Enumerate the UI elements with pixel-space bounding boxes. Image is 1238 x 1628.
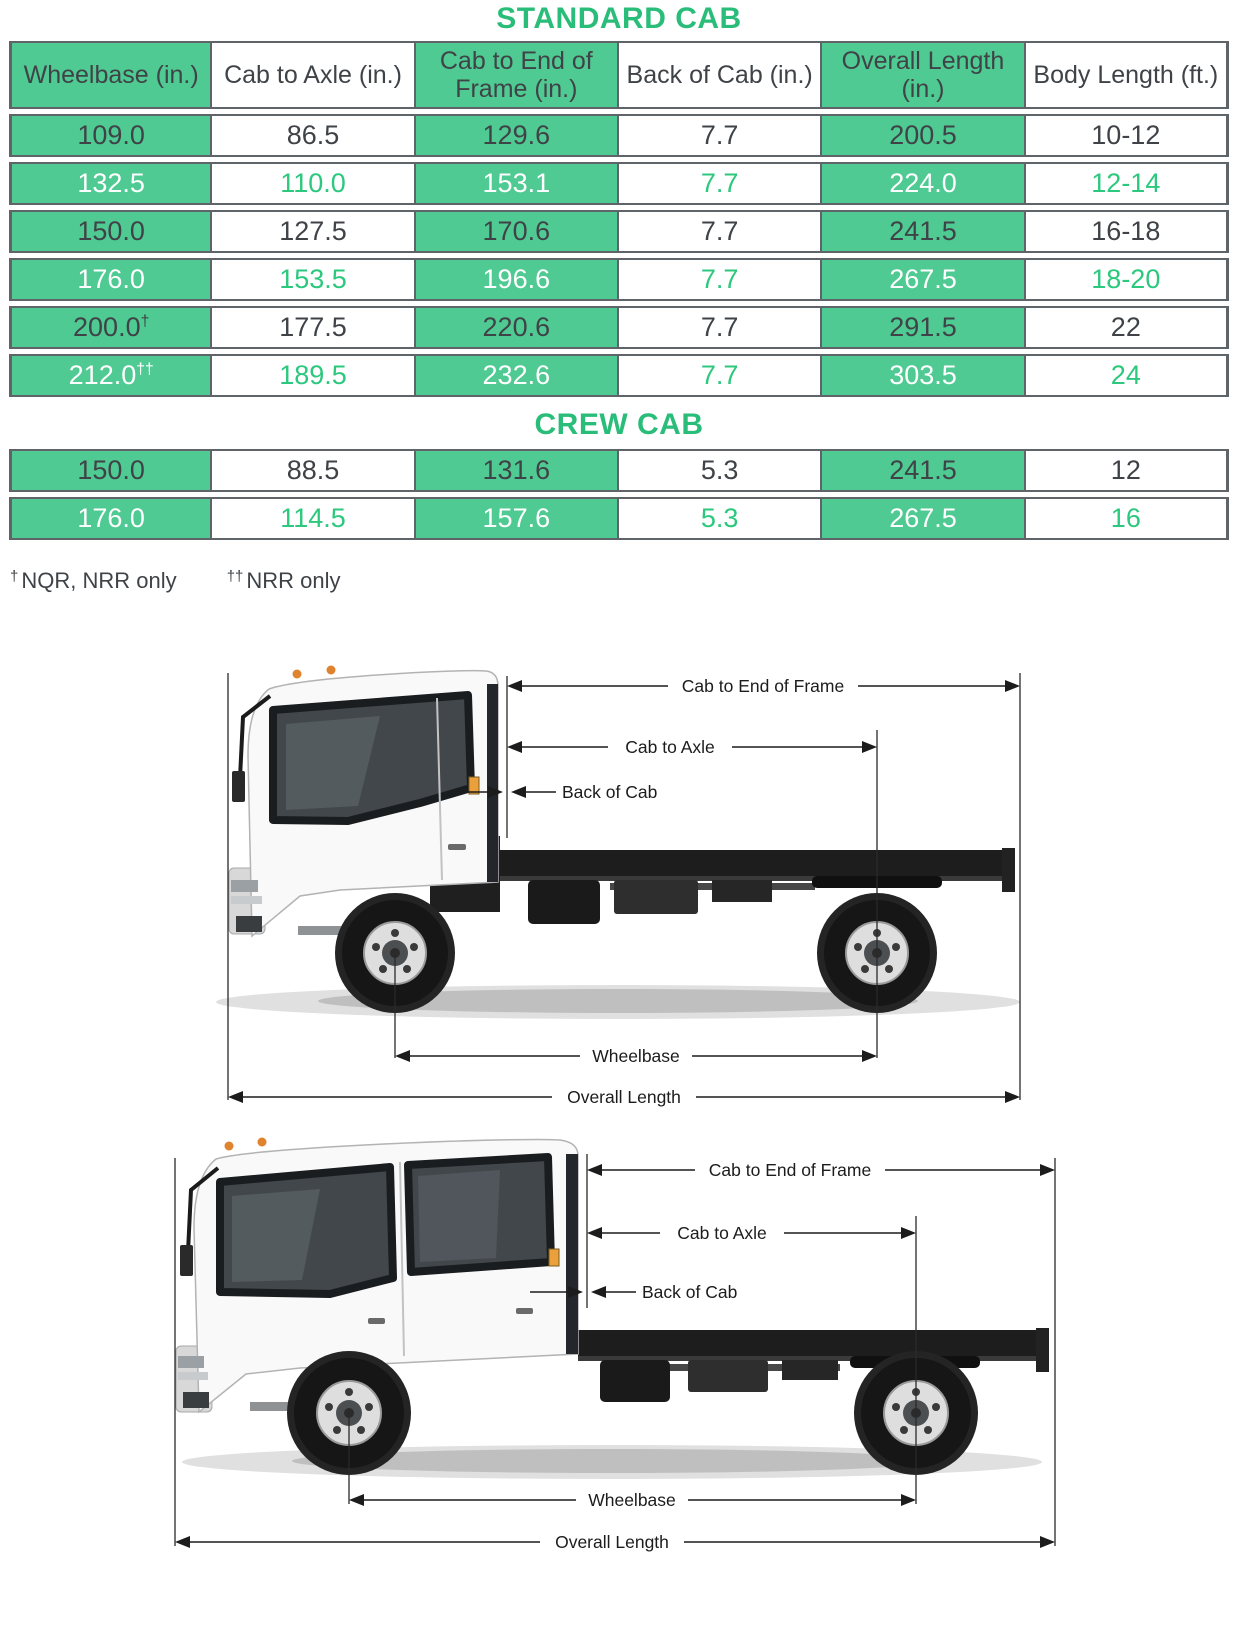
dim-cab-to-end-of-frame: [587, 1158, 1055, 1182]
col-header-body-length: Body Length (ft.): [1026, 41, 1229, 109]
col-header-cab-to-end-of-frame: Cab to End of Frame (in.): [416, 41, 619, 109]
spec-cell: 132.5: [9, 162, 212, 205]
col-header-overall-length: Overall Length (in.): [822, 41, 1025, 109]
dim-label: Cab to End of Frame: [681, 676, 845, 696]
spec-cell: 7.7: [619, 306, 822, 349]
double-dagger-marker: ††: [136, 361, 154, 378]
dim-label: Wheelbase: [592, 1046, 680, 1066]
spec-cell: 127.5: [212, 210, 415, 253]
standard-cab-title: STANDARD CAB: [496, 2, 742, 35]
spec-cell: 212.0††: [9, 354, 212, 397]
spec-cell: 7.7: [619, 114, 822, 157]
dim-label: Back of Cab: [642, 1282, 738, 1302]
spec-cell: 5.3: [619, 449, 822, 492]
spec-cell: 109.0: [9, 114, 212, 157]
col-header-back-of-cab: Back of Cab (in.): [619, 41, 822, 109]
spec-cell: 241.5: [822, 449, 1025, 492]
spec-cell: 153.5: [212, 258, 415, 301]
spec-cell: 220.6: [416, 306, 619, 349]
table-row: [9, 114, 1229, 157]
dim-cab-to-axle: [587, 1221, 916, 1245]
standard-cab-table: [9, 36, 1229, 402]
dim-label: Overall Length: [555, 1532, 669, 1552]
dim-wheelbase: [349, 1488, 916, 1512]
spec-cell: 16: [1026, 497, 1229, 540]
footnote-dagger: † NQR, NRR only: [10, 568, 177, 593]
crew-cab-title: CREW CAB: [534, 408, 704, 441]
spec-cell: 232.6: [416, 354, 619, 397]
crew-cab-diagram: [0, 1110, 1238, 1615]
standard-cab-diagram: [0, 630, 1238, 1113]
spec-cell: 110.0: [212, 162, 415, 205]
spec-cell: 176.0: [9, 497, 212, 540]
spec-cell: 291.5: [822, 306, 1025, 349]
spec-cell: 189.5: [212, 354, 415, 397]
spec-cell: 196.6: [416, 258, 619, 301]
spec-cell: 86.5: [212, 114, 415, 157]
table-row: [9, 306, 1229, 349]
crew-cab-table: [9, 444, 1229, 545]
table-row: [9, 162, 1229, 205]
dim-cab-to-axle: [507, 735, 877, 759]
spec-cell: 24: [1026, 354, 1229, 397]
spec-cell: 170.6: [416, 210, 619, 253]
dim-cab-to-end-of-frame: [507, 674, 1020, 698]
footnotes: [10, 568, 385, 594]
spec-cell: 200.0†: [9, 306, 212, 349]
table-row: [9, 449, 1229, 492]
spec-cell: 7.7: [619, 258, 822, 301]
spec-cell: 241.5: [822, 210, 1025, 253]
spec-cell: 7.7: [619, 354, 822, 397]
dim-label: Wheelbase: [588, 1490, 676, 1510]
dim-overall-length: [228, 1085, 1020, 1108]
spec-cell: 267.5: [822, 497, 1025, 540]
dim-wheelbase: [395, 1044, 877, 1068]
footnote-double-dagger: †† NRR only: [226, 568, 341, 593]
spec-cell: 10-12: [1026, 114, 1229, 157]
spec-cell: 129.6: [416, 114, 619, 157]
spec-cell: 224.0: [822, 162, 1025, 205]
header-row: [9, 41, 1229, 109]
dagger-marker: †: [140, 313, 150, 330]
dim-label: Overall Length: [567, 1087, 681, 1107]
spec-cell: 12: [1026, 449, 1229, 492]
spec-cell: 153.1: [416, 162, 619, 205]
spec-cell: 88.5: [212, 449, 415, 492]
spec-cell: 150.0: [9, 210, 212, 253]
spec-cell: 5.3: [619, 497, 822, 540]
dim-label: Cab to End of Frame: [708, 1160, 872, 1180]
table-row: [9, 210, 1229, 253]
spec-cell: 177.5: [212, 306, 415, 349]
spec-cell: 22: [1026, 306, 1229, 349]
dim-label: Cab to Axle: [677, 1223, 767, 1243]
spec-cell: 131.6: [416, 449, 619, 492]
spec-cell: 303.5: [822, 354, 1025, 397]
spec-cell: 114.5: [212, 497, 415, 540]
table-row: [9, 258, 1229, 301]
spec-cell: 267.5: [822, 258, 1025, 301]
table-row: [9, 497, 1229, 540]
dim-label: Back of Cab: [562, 782, 658, 802]
spec-cell: 200.5: [822, 114, 1025, 157]
spec-cell: 176.0: [9, 258, 212, 301]
spec-cell: 7.7: [619, 210, 822, 253]
dim-label: Cab to Axle: [625, 737, 715, 757]
spec-cell: 7.7: [619, 162, 822, 205]
spec-cell: 157.6: [416, 497, 619, 540]
spec-cell: 18-20: [1026, 258, 1229, 301]
spec-cell: 150.0: [9, 449, 212, 492]
table-row: [9, 354, 1229, 397]
col-header-wheelbase: Wheelbase (in.): [9, 41, 212, 109]
col-header-cab-to-axle: Cab to Axle (in.): [212, 41, 415, 109]
spec-cell: 12-14: [1026, 162, 1229, 205]
spec-cell: 16-18: [1026, 210, 1229, 253]
dim-overall-length: [175, 1530, 1055, 1554]
